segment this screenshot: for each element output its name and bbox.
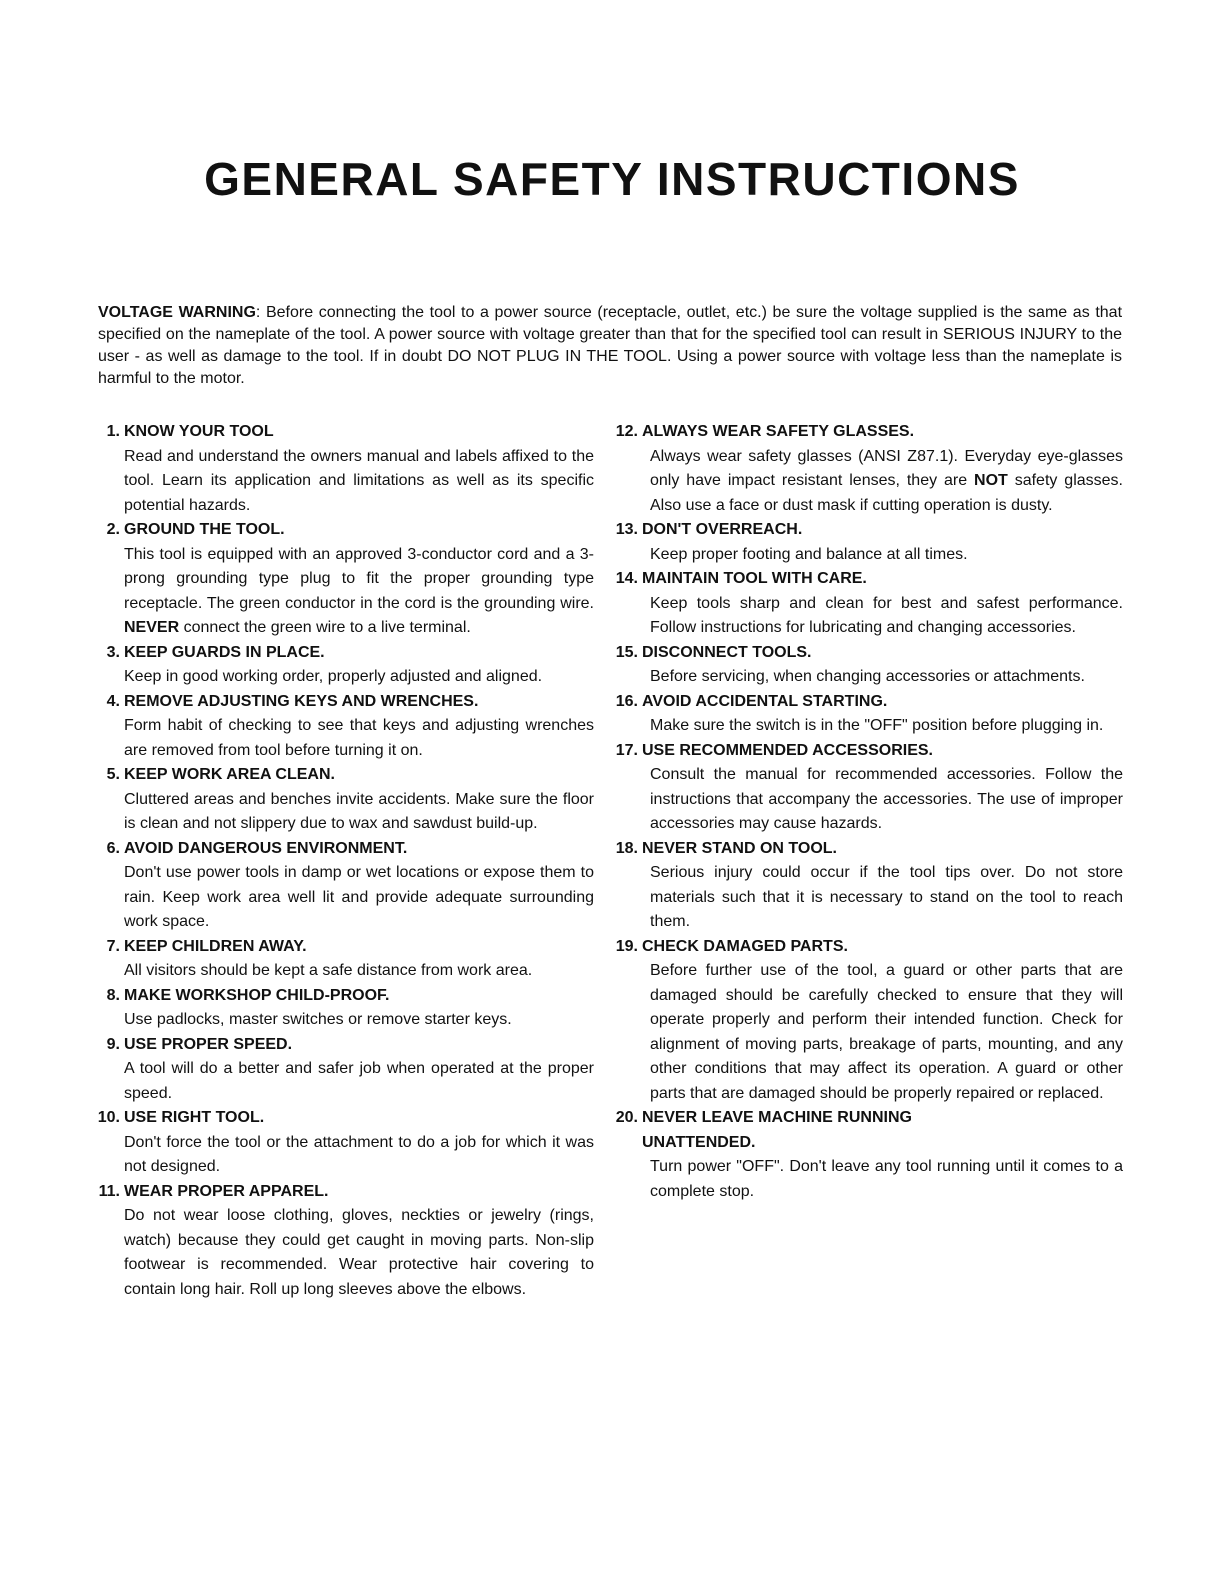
item-number: 14. <box>615 570 638 587</box>
item-number: 18. <box>615 839 638 857</box>
instruction-item-12 <box>614 420 1123 518</box>
item-body: Keep in good working order, properly adjusted and aligned. <box>124 668 543 685</box>
voltage-warning-text: : Before connecting the tool to a power source (receptacle, outlet, etc.) be sure the voltage supplied is the same as that specified on the nameplate of the tool. A power source with voltage greater than that for the specified tool can result in SERIOUS INJURY to the user - as well as damage to the tool. If in doubt DO NOT PLUG IN THE TOOL. Using a power source with voltage less than the nameplate is harmful to the motor. <box>98 304 1123 387</box>
item-body: Before further use of the tool, a guard or other parts that are damaged should be carefully checked to ensure that they will operate properly and perform their intended function. Check for alignment of moving parts, breakage of parts, mounting, and any other conditions that may affect its operation. A guard or other parts that are damaged should be properly repaired or replaced. <box>650 962 1123 1102</box>
item-heading: AVOID ACCIDENTAL STARTING. <box>642 692 888 710</box>
item-number: 10. <box>97 1109 120 1126</box>
instruction-item-6 <box>86 837 594 935</box>
item-heading: KNOW YOUR TOOL <box>124 423 274 440</box>
item-number: 9. <box>106 1035 120 1053</box>
item-number: 7. <box>106 937 120 955</box>
item-body: Use padlocks, master switches or remove starter keys. <box>124 1011 512 1028</box>
item-heading-line: NEVER LEAVE MACHINE RUNNING <box>642 1109 912 1126</box>
instruction-item-1 <box>86 420 594 518</box>
item-number: 17. <box>615 741 638 759</box>
instruction-item-10 <box>86 1106 594 1180</box>
instruction-item-18 <box>614 837 1123 935</box>
item-number: 2. <box>106 521 120 538</box>
item-number: 16. <box>615 692 638 710</box>
item-body: A tool will do a better and safer job when operated at the proper speed. <box>124 1060 594 1102</box>
item-body-emphasis: NOT <box>974 472 1008 489</box>
item-body: Keep tools sharp and clean for best and safest performance. Follow instructions for lubricating and changing accessories. <box>650 594 1123 636</box>
instruction-item-7 <box>86 935 594 984</box>
item-body: Cluttered areas and benches invite accidents. Make sure the floor is clean and not slippery due to wax and sawdust build-up. <box>124 790 594 832</box>
item-heading: DISCONNECT TOOLS. <box>642 643 812 661</box>
item-heading: AVOID DANGEROUS ENVIRONMENT. <box>124 839 408 857</box>
item-number: 11. <box>98 1182 120 1200</box>
item-body-text: This tool is equipped with an approved 3-conductor cord and a 3-prong grounding type plug to fit the proper grounding type receptacle. The green conductor in the cord is the grounding wire. <box>124 545 594 612</box>
instruction-item-19 <box>614 935 1123 1107</box>
voltage-warning <box>98 302 1122 390</box>
item-heading <box>638 1106 912 1155</box>
item-body: Do not wear loose clothing, gloves, neckties or jewelry (rings, watch) because they could get caught in moving parts. Non-slip footwear is recommended. Wear protective hair covering to contain long hair. Roll up long sleeves above the elbows. <box>124 1207 594 1298</box>
item-body: All visitors should be kept a safe distance from work area. <box>124 962 533 979</box>
item-heading: KEEP GUARDS IN PLACE. <box>124 643 325 661</box>
item-heading: USE PROPER SPEED. <box>124 1035 293 1053</box>
item-number: 3. <box>106 643 120 661</box>
item-body: Before servicing, when changing accessories or attachments. <box>650 668 1085 685</box>
item-heading: USE RECOMMENDED ACCESSORIES. <box>642 741 933 759</box>
item-heading: DON'T OVERREACH. <box>642 521 803 538</box>
page-title: GENERAL SAFETY INSTRUCTIONS <box>204 153 1020 205</box>
item-heading: NEVER STAND ON TOOL. <box>642 839 837 857</box>
instruction-item-3 <box>86 641 594 690</box>
item-body: Form habit of checking to see that keys and adjusting wrenches are removed from tool before turning it on. <box>124 717 594 759</box>
item-number: 6. <box>106 839 120 857</box>
item-body: Serious injury could occur if the tool tips over. Do not store materials such that it is necessary to stand on the tool to reach them. <box>650 864 1123 930</box>
item-heading: KEEP CHILDREN AWAY. <box>124 937 307 955</box>
item-body-text: connect the green wire to a live terminal. <box>179 619 471 636</box>
instruction-item-16 <box>614 690 1123 739</box>
item-body: Keep proper footing and balance at all times. <box>650 545 968 563</box>
item-number: 15. <box>615 643 638 661</box>
item-number: 5. <box>106 766 120 783</box>
instruction-item-17 <box>614 739 1123 837</box>
item-body: Consult the manual for recommended accessories. Follow the instructions that accompany the accessories. The use of improper accessories may cause hazards. <box>650 766 1123 832</box>
item-number: 20. <box>615 1109 638 1126</box>
item-body <box>614 445 1123 519</box>
item-heading: MAKE WORKSHOP CHILD-PROOF. <box>124 986 390 1004</box>
item-heading: MAINTAIN TOOL WITH CARE. <box>642 570 867 587</box>
instruction-item-14 <box>614 567 1123 641</box>
item-heading: KEEP WORK AREA CLEAN. <box>124 766 335 783</box>
item-heading: GROUND THE TOOL. <box>124 521 285 538</box>
item-number: 13. <box>615 521 638 538</box>
item-number: 1. <box>106 423 120 440</box>
instruction-item-9 <box>86 1033 594 1107</box>
item-body-emphasis: NEVER <box>124 619 180 636</box>
instruction-item-8 <box>86 984 594 1033</box>
instruction-item-15 <box>614 641 1123 690</box>
instructions-left-column <box>86 420 594 1302</box>
instruction-item-5 <box>86 763 594 837</box>
item-body: Read and understand the owners manual and labels affixed to the tool. Learn its application and limitations as well as its specific potential hazards. <box>124 447 594 514</box>
item-body: Make sure the switch is in the "OFF" position before plugging in. <box>650 717 1104 734</box>
instruction-item-11 <box>86 1180 594 1303</box>
item-number: 4. <box>106 692 120 710</box>
item-number: 19. <box>615 937 638 955</box>
instruction-item-4 <box>86 690 594 764</box>
item-heading: USE RIGHT TOOL. <box>124 1109 265 1126</box>
voltage-warning-label: VOLTAGE WARNING <box>98 304 256 321</box>
item-body-text: Always wear safety glasses (ANSI Z87.1). Everyday eye-glasses only have impact resistant lenses, they are <box>650 447 1123 489</box>
item-body-text: safety glasses. Also use a face or dust mask if cutting operation is dusty. <box>650 472 1123 514</box>
item-heading: CHECK DAMAGED PARTS. <box>642 937 848 955</box>
item-heading: REMOVE ADJUSTING KEYS AND WRENCHES. <box>124 692 479 710</box>
item-number: 8. <box>106 986 120 1004</box>
item-heading: ALWAYS WEAR SAFETY GLASSES. <box>642 423 915 440</box>
instruction-item-20 <box>614 1106 1123 1204</box>
item-body: Don't use power tools in damp or wet locations or expose them to rain. Keep work area well lit and provide adequate surrounding work space. <box>124 864 594 930</box>
instruction-item-2 <box>86 518 594 641</box>
instruction-item-13 <box>614 518 1123 567</box>
item-heading: WEAR PROPER APPAREL. <box>124 1182 329 1200</box>
item-body: Don't force the tool or the attachment to do a job for which it was not designed. <box>124 1133 594 1175</box>
item-body <box>86 543 594 641</box>
item-heading-line: UNATTENDED. <box>642 1133 756 1151</box>
item-body: Turn power "OFF". Don't leave any tool running until it comes to a complete stop. <box>650 1158 1123 1200</box>
item-number: 12. <box>615 423 638 440</box>
instructions-right-column <box>614 420 1123 1204</box>
